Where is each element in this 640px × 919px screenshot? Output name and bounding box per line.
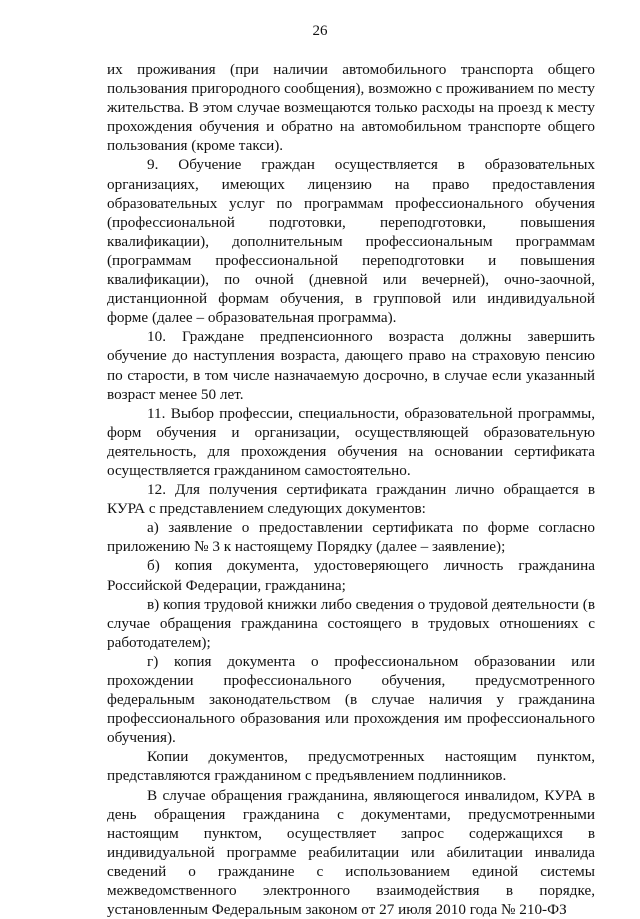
- paragraph-subitem-a: а) заявление о предоставлении сертификата по форме согласно приложению № 3 к настоящему Порядку (далее – заявление);: [107, 519, 595, 556]
- paragraph-item-9: 9. Обучение граждан осуществляется в образовательных организациях, имеющих лицензию на право предоставления образовательных услуг по программам профессионального обучения (профессиональной подготовки, переподготовки, повышения квалификации), дополнительным профессиональным программам (программам профессиональной переподготовки и повышения квалификации), по очной (дневной или вечерней), очно-заочной, дистанционной формам обучения, в групповой или индивидуальной форме (далее – образовательная программа).: [107, 156, 595, 327]
- document-body: [107, 60, 595, 919]
- paragraph-item-10: 10. Граждане предпенсионного возраста должны завершить обучение до наступления возраста, дающего право на страховую пенсию по старости, в том числе назначаемую досрочно, в случае если указанный возраст менее 50 лет.: [107, 328, 595, 403]
- paragraph-subitem-b: б) копия документа, удостоверяющего личность гражданина Российской Федерации, гражданина;: [107, 557, 595, 594]
- paragraph-continuation: их проживания (при наличии автомобильного транспорта общего пользования пригородного сообщения), возможно с проживанием по месту жительства. В этом случае возмещаются только расходы на проезд к месту прохождения обучения и обратно на автомобильном транспорте общего пользования (кроме такси).: [107, 61, 595, 155]
- paragraph-copies-note: Копии документов, предусмотренных настоящим пунктом, представляются гражданином с предъявлением подлинников.: [107, 748, 595, 785]
- page-number: 26: [312, 23, 328, 39]
- paragraph-item-11: 11. Выбор профессии, специальности, образовательной программы, форм обучения и организации, осуществляющей образовательную деятельность, для прохождения обучения на основании сертификата осуществляется гражданином самостоятельно.: [107, 404, 595, 479]
- paragraph-disabled-request: В случае обращения гражданина, являющегося инвалидом, КУРА в день обращения гражданина с документами, предусмотренными настоящим пунктом, осуществляет запрос содержащихся в индивидуальной программе реабилитации или абилитации инвалида сведений о гражданине с использованием единой системы межведомственного электронного взаимодействия в порядке, установленным Федеральным законом от 27 июля 2010 года № 210-ФЗ: [107, 786, 595, 919]
- paragraph-subitem-v: в) копия трудовой книжки либо сведения о трудовой деятельности (в случае обращения гражданина состоящего в трудовых отношениях с работодателем);: [107, 595, 595, 651]
- paragraph-item-12: 12. Для получения сертификата гражданин лично обращается в КУРА с представлением следующих документов:: [107, 481, 595, 518]
- paragraph-subitem-g: г) копия документа о профессиональном образовании или прохождении профессионального обучения, предусмотренного федеральным законодательством (в случае наличия у гражданина профессионального образования или прохождения им профессионального обучения).: [107, 652, 595, 747]
